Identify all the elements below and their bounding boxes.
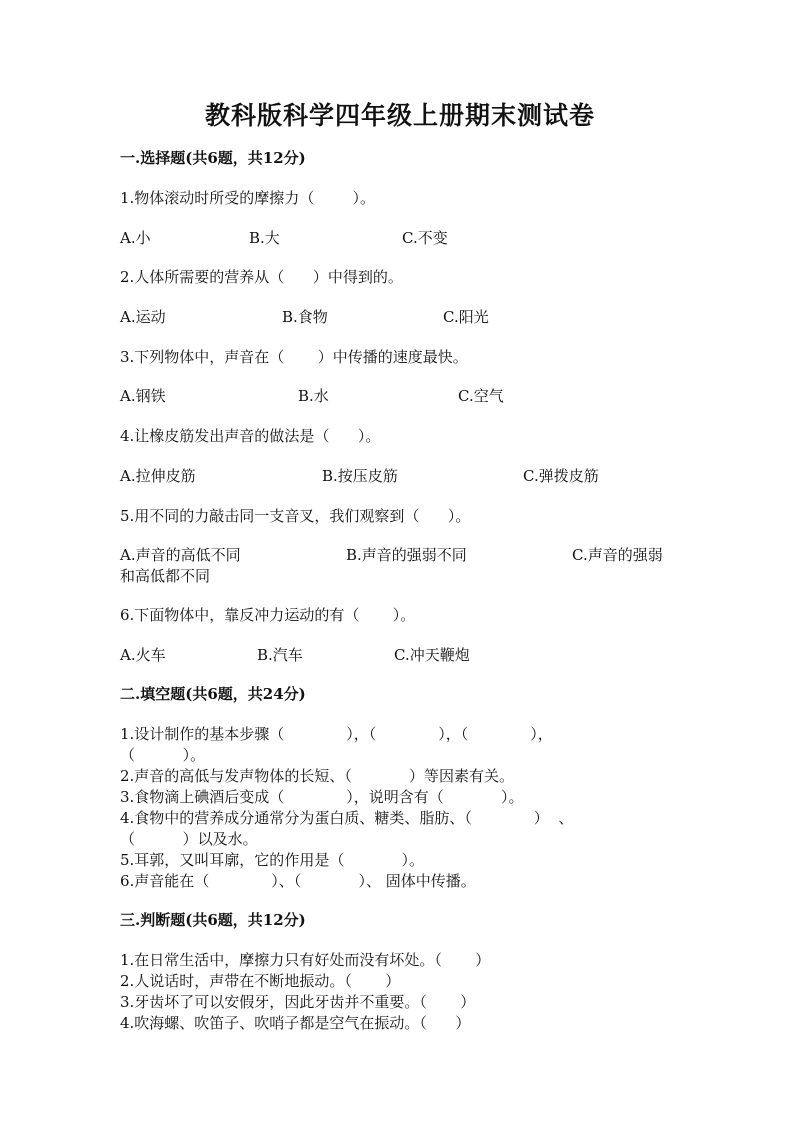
option-b: B.按压皮筋 xyxy=(322,467,398,485)
option-b: B.声音的强弱不同 xyxy=(346,546,467,564)
option-a: A.拉伸皮筋 xyxy=(120,467,196,485)
question-text: 6.下面物体中，靠反冲力运动的有（ ）。 xyxy=(120,606,416,624)
option-c: C.阳光 xyxy=(443,308,489,326)
judge-line: 2.人说话时，声带在不断地振动。（ ） xyxy=(120,972,401,990)
option-b: B.汽车 xyxy=(257,646,303,664)
question-text: 5.用不同的力敲击同一支音叉，我们观察到（ ）。 xyxy=(120,507,471,525)
section3-heading: 三.判断题(共6题，共12分) xyxy=(120,911,306,929)
option-c: C.冲天鞭炮 xyxy=(394,646,470,664)
option-c: C.弹拨皮筋 xyxy=(523,467,599,485)
option-b: B.水 xyxy=(298,387,329,405)
judge-line: 4.吹海螺、吹笛子、吹哨子都是空气在振动。（ ） xyxy=(120,1014,471,1032)
option-c: C.声音的强弱 xyxy=(572,546,663,564)
question-text: 2.人体所需要的营养从（ ）中得到的。 xyxy=(120,268,403,286)
option-a: A.运动 xyxy=(120,308,166,326)
option-a: A.火车 xyxy=(120,646,166,664)
fill-line: 2.声音的高低与发声物体的长短、（ ）等因素有关。 xyxy=(120,767,515,785)
option-c: C.空气 xyxy=(458,387,504,405)
fill-line: （ ）。 xyxy=(120,746,206,764)
question-text: 3.下列物体中，声音在（ ）中传播的速度最快。 xyxy=(120,348,468,366)
option-c-continuation: 和高低都不同 xyxy=(120,567,211,585)
option-a: A.声音的高低不同 xyxy=(120,546,241,564)
option-b: B.大 xyxy=(249,229,280,247)
option-a: A.钢铁 xyxy=(120,387,166,405)
fill-line: 3.食物滴上碘酒后变成（ ），说明含有（ ）。 xyxy=(120,788,524,806)
option-c: C.不变 xyxy=(402,229,448,247)
option-b: B.食物 xyxy=(282,308,328,326)
fill-line: 4.食物中的营养成分通常分为蛋白质、糖类、脂肪、（ ） 、 xyxy=(120,809,574,827)
question-text: 4.让橡皮筋发出声音的做法是（ ）。 xyxy=(120,427,381,445)
question-text: 1.物体滚动时所受的摩擦力（ ）。 xyxy=(120,189,375,207)
exam-title: 教科版科学四年级上册期末测试卷 xyxy=(204,101,595,130)
fill-line: （ ）以及水。 xyxy=(120,830,258,848)
fill-line: 5.耳郭，又叫耳廓，它的作用是（ ）。 xyxy=(120,851,425,869)
section2-heading: 二.填空题(共6题，共24分) xyxy=(120,685,306,703)
section1-heading: 一.选择题(共6题，共12分) xyxy=(120,149,306,167)
option-a: A.小 xyxy=(120,229,151,247)
fill-line: 6.声音能在（ ）、（ ）、 固体中传播。 xyxy=(120,872,476,890)
judge-line: 3.牙齿坏了可以安假牙，因此牙齿并不重要。（ ） xyxy=(120,993,476,1011)
fill-line: 1.设计制作的基本步骤（ ），（ ），（ ）， xyxy=(120,725,553,743)
judge-line: 1.在日常生活中，摩擦力只有好处而没有坏处。（ ） xyxy=(120,951,491,969)
